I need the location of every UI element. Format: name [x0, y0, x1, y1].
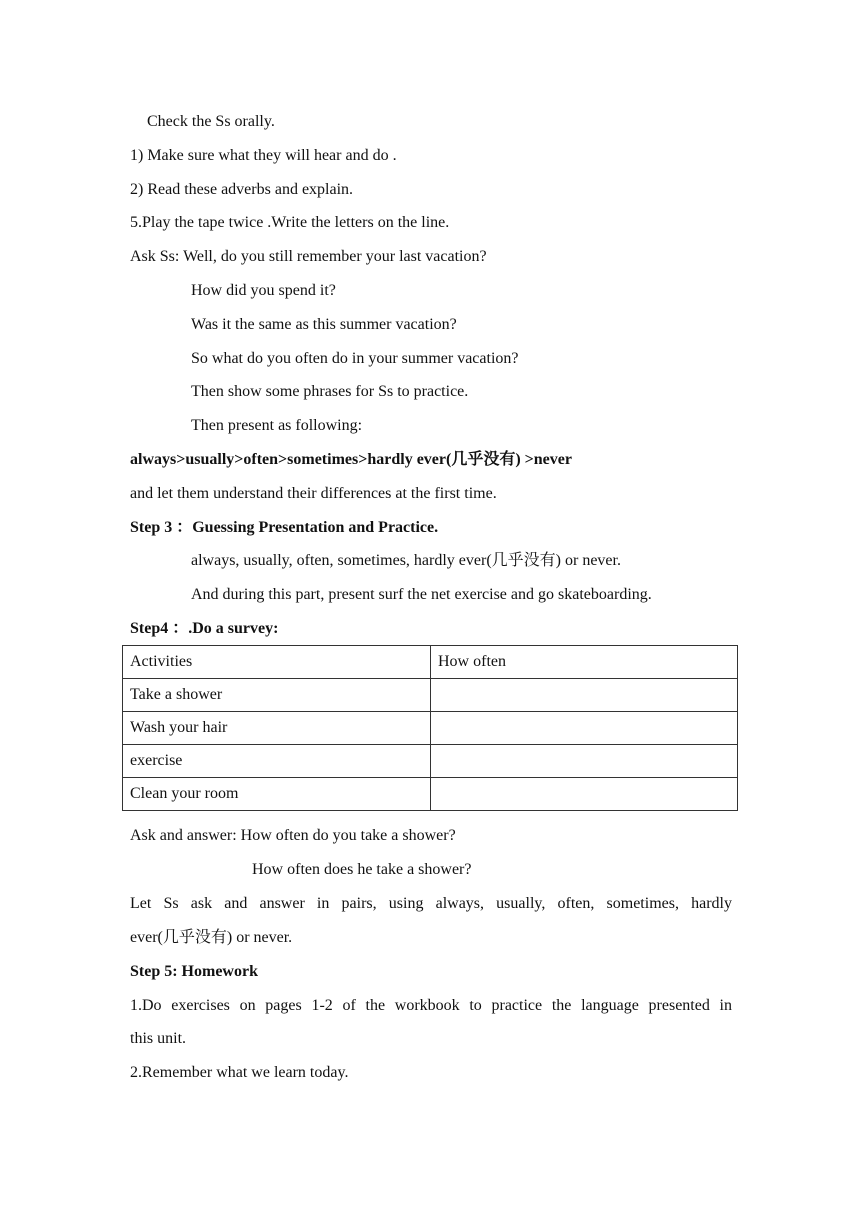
how-often-he-line: How often does he take a shower? — [252, 861, 472, 878]
survey-table — [122, 645, 738, 811]
homework-item1-line2: this unit. — [130, 1030, 187, 1047]
show-phrases-line: Then show some phrases for Ss to practice. — [191, 383, 469, 400]
table-cell-how-often — [431, 712, 738, 745]
table-cell-activity: Clean your room — [123, 778, 431, 811]
pairs-line-2: ever(几乎没有) or never. — [130, 929, 293, 946]
check-orally-line: Check the Ss orally. — [147, 113, 275, 130]
table-header-how-often: How often — [431, 646, 738, 679]
read-adverbs-line: 2) Read these adverbs and explain. — [130, 181, 354, 198]
table-header-activities: Activities — [123, 646, 431, 679]
table-cell-activity: Wash your hair — [123, 712, 431, 745]
step3-during-line: And during this part, present surf the net exercise and go skateboarding. — [191, 586, 652, 603]
understand-diff-line: and let them understand their differences at the first time. — [130, 485, 497, 502]
homework-item2: 2.Remember what we learn today. — [130, 1064, 349, 1081]
table-row — [123, 679, 738, 712]
step4-heading: Step4 ：.Do a survey: — [130, 620, 279, 637]
play-tape-line: 5.Play the tape twice .Write the letters on the line. — [130, 214, 450, 231]
table-row — [123, 712, 738, 745]
table-cell-activity: Take a shower — [123, 679, 431, 712]
table-cell-how-often — [431, 679, 738, 712]
table-row — [123, 745, 738, 778]
step5-heading: Step 5: Homework — [130, 963, 258, 980]
step3-adverbs-line: always, usually, often, sometimes, hardly ever(几乎没有) or never. — [191, 552, 621, 569]
pairs-line-1: Let Ss ask and answer in pairs, using always, usually, often, sometimes, hardly — [130, 895, 732, 912]
what-often-line: So what do you often do in your summer vacation? — [191, 350, 519, 367]
table-header-row — [123, 646, 738, 679]
make-sure-line: 1) Make sure what they will hear and do . — [130, 147, 397, 164]
homework-item1-line1: 1.Do exercises on pages 1-2 of the workbook to practice the language presented in — [130, 997, 732, 1014]
table-cell-activity: exercise — [123, 745, 431, 778]
same-as-line: Was it the same as this summer vacation? — [191, 316, 457, 333]
step3-heading: Step 3 ：Guessing Presentation and Practice. — [130, 519, 439, 536]
ask-ss-line: Ask Ss: Well, do you still remember your last vacation? — [130, 248, 487, 265]
ask-answer-line: Ask and answer: How often do you take a shower? — [130, 827, 456, 844]
present-following-line: Then present as following: — [191, 417, 363, 434]
frequency-scale-line: always>usually>often>sometimes>hardly ever(几乎没有) >never — [130, 451, 572, 468]
table-row — [123, 778, 738, 811]
table-cell-how-often — [431, 778, 738, 811]
how-spend-line: How did you spend it? — [191, 282, 336, 299]
table-cell-how-often — [431, 745, 738, 778]
